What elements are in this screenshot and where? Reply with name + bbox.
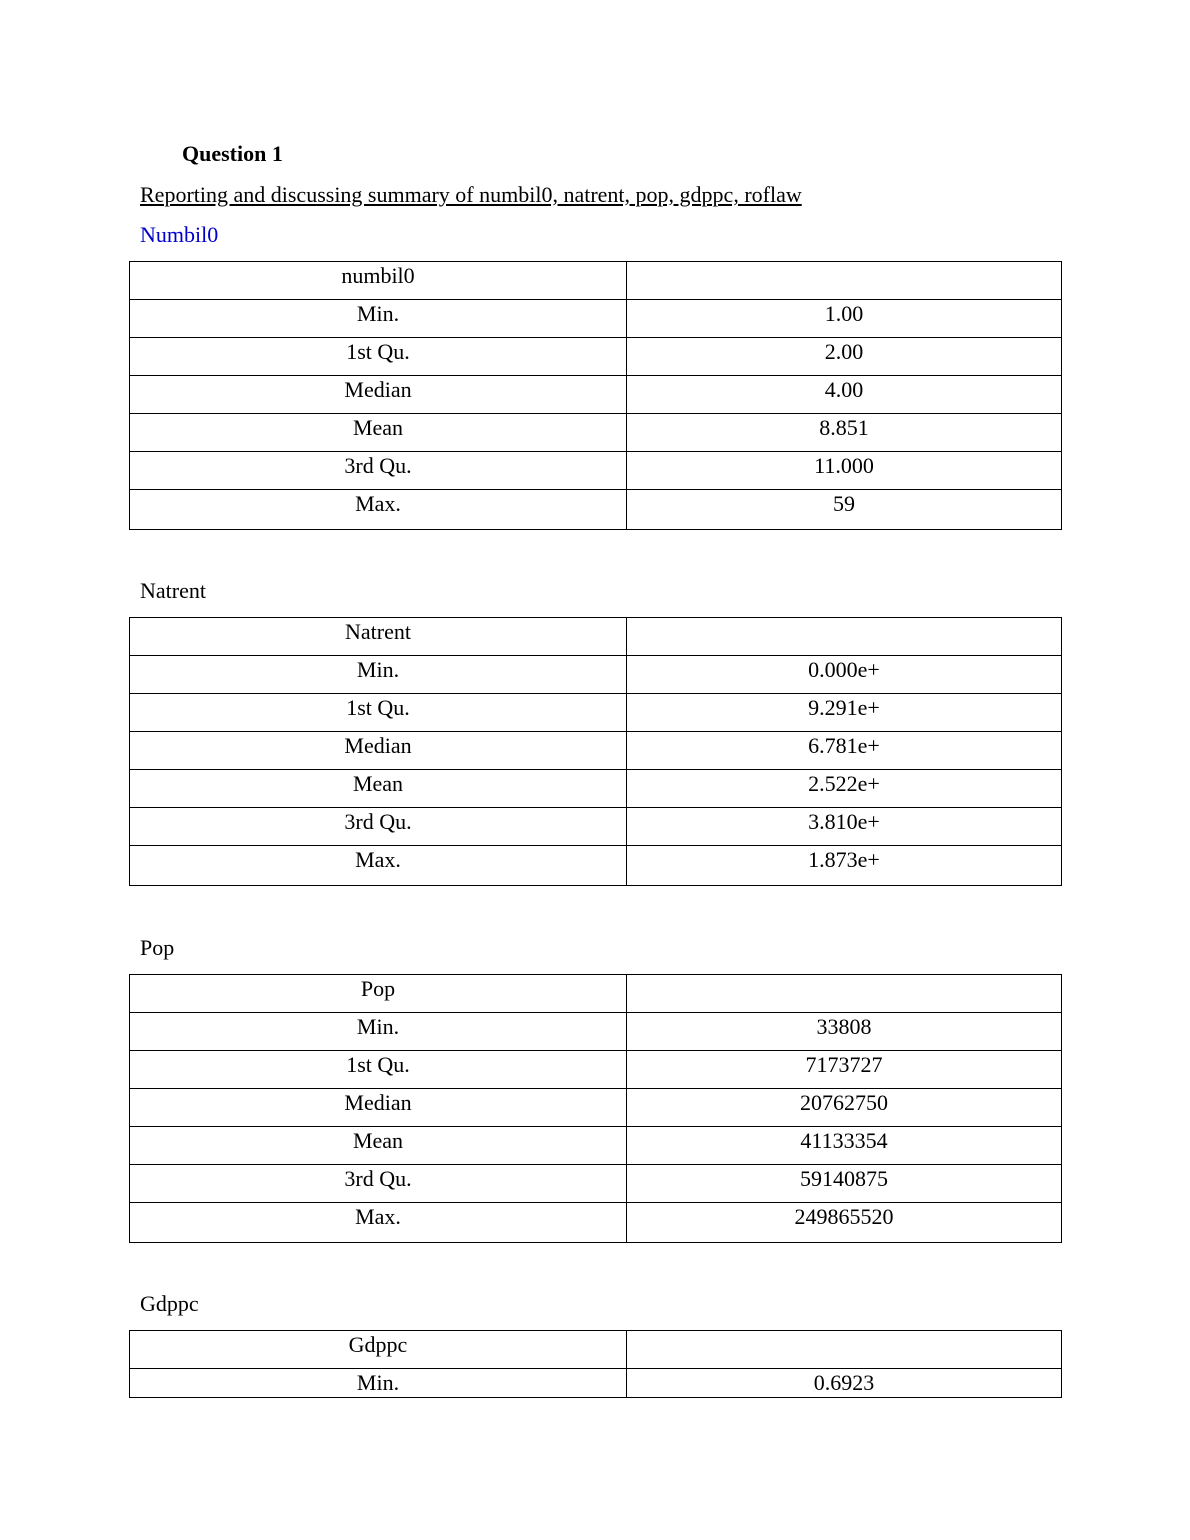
- stat-value-cell: 59: [627, 490, 1062, 530]
- pop-label: Pop: [140, 935, 175, 960]
- stat-name-cell: 3rd Qu.: [130, 1165, 627, 1203]
- table-row: [130, 846, 1062, 886]
- stat-value-cell: 6.781e+: [627, 732, 1062, 770]
- table-header-cell: Pop: [130, 975, 627, 1013]
- table-row: [130, 414, 1062, 452]
- table-row: [130, 1369, 1062, 1398]
- stat-name-cell: Median: [130, 1089, 627, 1127]
- table-row: [130, 656, 1062, 694]
- table-row: [130, 1203, 1062, 1243]
- stat-value-cell: 1.873e+: [627, 846, 1062, 886]
- stat-name-cell: Mean: [130, 414, 627, 452]
- table-row: [130, 808, 1062, 846]
- gdppc-table: [129, 1330, 1062, 1398]
- stat-value-cell: 249865520: [627, 1203, 1062, 1243]
- stat-value-cell: 7173727: [627, 1051, 1062, 1089]
- stat-name-cell: 1st Qu.: [130, 1051, 627, 1089]
- table-header-row: [130, 262, 1062, 300]
- stat-name-cell: 1st Qu.: [130, 694, 627, 732]
- stat-name-cell: Max.: [130, 490, 627, 530]
- stat-value-cell: 0.000e+: [627, 656, 1062, 694]
- natrent-label: Natrent: [140, 578, 206, 603]
- table-header-cell: Gdppc: [130, 1331, 627, 1369]
- table-row: [130, 490, 1062, 530]
- table-row: [130, 300, 1062, 338]
- table-row: [130, 1127, 1062, 1165]
- table-row: [130, 1165, 1062, 1203]
- stat-name-cell: Max.: [130, 846, 627, 886]
- stat-value-cell: 3.810e+: [627, 808, 1062, 846]
- natrent-table: [129, 617, 1062, 886]
- table-row: [130, 376, 1062, 414]
- stat-value-cell: 8.851: [627, 414, 1062, 452]
- stat-value-cell: 4.00: [627, 376, 1062, 414]
- stat-value-cell: 33808: [627, 1013, 1062, 1051]
- table-header-row: [130, 1331, 1062, 1369]
- stat-value-cell: 20762750: [627, 1089, 1062, 1127]
- stat-value-cell: 0.6923: [627, 1369, 1062, 1398]
- stat-name-cell: Min.: [130, 1013, 627, 1051]
- pop-table: [129, 974, 1062, 1243]
- table-row: [130, 452, 1062, 490]
- numbil0-table: [129, 261, 1062, 530]
- table-row: [130, 1089, 1062, 1127]
- stat-name-cell: Median: [130, 376, 627, 414]
- stat-name-cell: Min.: [130, 1369, 627, 1398]
- table-header-cell: [627, 975, 1062, 1013]
- stat-name-cell: Mean: [130, 770, 627, 808]
- stat-value-cell: 59140875: [627, 1165, 1062, 1203]
- stat-value-cell: 2.522e+: [627, 770, 1062, 808]
- table-header-row: [130, 975, 1062, 1013]
- table-row: [130, 732, 1062, 770]
- table-header-cell: [627, 618, 1062, 656]
- table-header-cell: numbil0: [130, 262, 627, 300]
- stat-value-cell: 1.00: [627, 300, 1062, 338]
- table-row: [130, 1051, 1062, 1089]
- gdppc-label: Gdppc: [140, 1291, 199, 1316]
- stat-value-cell: 9.291e+: [627, 694, 1062, 732]
- stat-value-cell: 2.00: [627, 338, 1062, 376]
- stat-name-cell: 1st Qu.: [130, 338, 627, 376]
- numbil0-label: Numbil0: [140, 222, 219, 247]
- table-row: [130, 694, 1062, 732]
- table-header-row: [130, 618, 1062, 656]
- stat-name-cell: 3rd Qu.: [130, 808, 627, 846]
- stat-name-cell: Median: [130, 732, 627, 770]
- table-row: [130, 770, 1062, 808]
- stat-name-cell: Min.: [130, 300, 627, 338]
- stat-name-cell: Min.: [130, 656, 627, 694]
- table-header-cell: [627, 1331, 1062, 1369]
- table-row: [130, 1013, 1062, 1051]
- stat-name-cell: Max.: [130, 1203, 627, 1243]
- stat-name-cell: Mean: [130, 1127, 627, 1165]
- stat-value-cell: 41133354: [627, 1127, 1062, 1165]
- stat-value-cell: 11.000: [627, 452, 1062, 490]
- stat-name-cell: 3rd Qu.: [130, 452, 627, 490]
- table-header-cell: Natrent: [130, 618, 627, 656]
- table-row: [130, 338, 1062, 376]
- table-header-cell: [627, 262, 1062, 300]
- question-title: Question 1: [182, 141, 283, 166]
- section-subtitle: Reporting and discussing summary of numbil0, natrent, pop, gdppc, roflaw: [140, 182, 802, 207]
